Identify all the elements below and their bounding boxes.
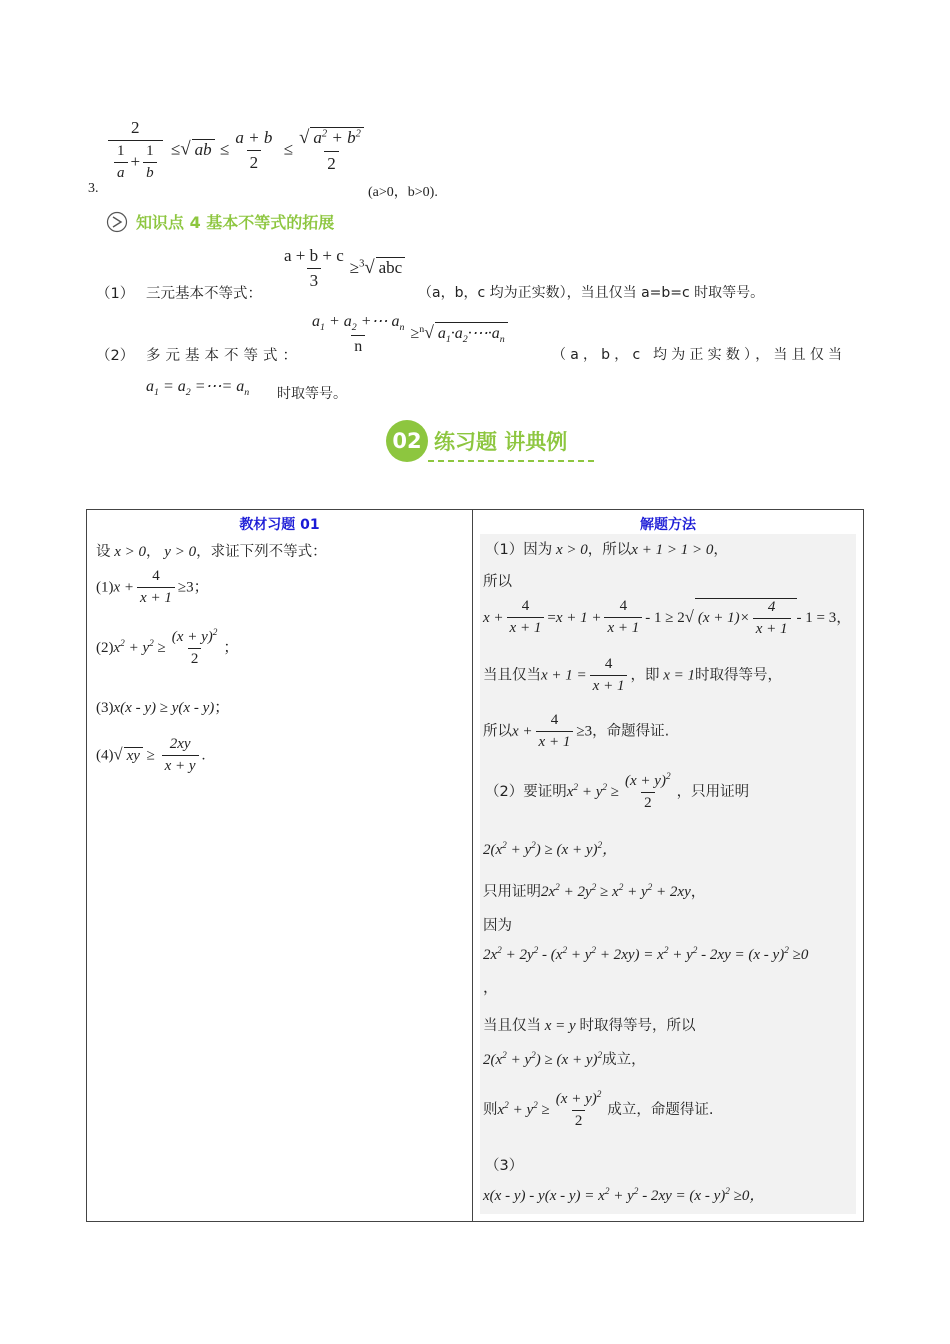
s1-line5: 所以x + $\frac{4}{x + 1}$ ≥3，命题得证.	[483, 712, 670, 750]
s3-label: （3）	[485, 1158, 524, 1174]
problem-1: (1)x + $\frac{4}{x + 1}$ ≥3；	[96, 568, 209, 606]
exercise-cell	[87, 510, 473, 1222]
s2-line2: $2(x^2 + y^2) \ge (x + y)^2$，	[483, 841, 618, 858]
s2-line8: $2(x^2 + y^2) \ge (x + y)^2$成立，	[483, 1051, 646, 1068]
left-header: 教材习题 01	[239, 517, 320, 533]
k2-end: 时取等号。	[277, 386, 347, 402]
s2-line3: 只用证明$2x^2 + 2y^2 \ge x^2 + y^2 + 2xy$，	[483, 883, 706, 900]
problem-4: (4)√ xy ≥ $\frac{2xy}{x + y}$ .	[96, 736, 206, 774]
section2-number-badge: 02	[386, 420, 428, 462]
intro-line: 设 x > 0， y > 0，求证下列不等式：	[96, 544, 327, 560]
k2-equality: $a_1 = a_2$ =⋯= $a_n$	[146, 378, 250, 399]
s1-line4: 当且仅当x + 1 = $\frac{4}{x + 1}$ ，即 x = 1时取得等号，	[483, 656, 783, 694]
exercise-table	[86, 509, 864, 1222]
k2-tail: （a，b，c 均为正实数），当且仅当	[552, 347, 847, 363]
k1-tail: （a，b，c 均为正实数），当且仅当 a=b=c 时取等号。	[418, 285, 765, 301]
harmonic-mean-fraction: 2 $\frac{1}{a}$ + $\frac{1}{b}$	[108, 118, 163, 182]
solution-cell	[473, 510, 864, 1222]
s1-suoyi: 所以	[483, 574, 512, 590]
s1-line1: （1）因为 x > 0，所以x + 1 > 1 > 0，	[485, 542, 728, 558]
section2-dashed-underline	[428, 460, 594, 462]
item3-label: 3.	[88, 181, 99, 196]
s2-line7: 当且仅当 x = y 时取得等号，所以	[483, 1018, 696, 1034]
right-header: 解题方法	[640, 517, 696, 533]
problem-3: (3)x(x - y) ≥ y(x - y)；	[96, 700, 230, 716]
k2-label: （2）	[96, 348, 135, 364]
s2-because: 因为	[483, 918, 512, 934]
section2-title: 练习题 讲典例	[434, 430, 568, 454]
section-heading	[106, 210, 334, 233]
item3-condition: (a>0，b>0).	[368, 185, 438, 200]
k2-text: 多元基本不等式：	[146, 348, 302, 364]
k1-formula: $\frac{a + b + c}{3}$ ≥$^3$√ abc	[278, 246, 405, 291]
item3-formula: 2 $\frac{1}{a}$ + $\frac{1}{b}$ ≤√ ab ≤ $\frac{a + b}{2}$ ≤ $\frac{√ a^2 + b^2}{2}$	[105, 118, 370, 182]
problem-2: $(2)x^2 + y^2$ ≥ $\frac{(x + y)^2}{2}$ ；	[96, 628, 239, 667]
s2-line5: $2x^2 + 2y^2 - (x^2 + y^2 + 2xy) = x^2 + y^2 - 2xy = (x - y)^2 \ge 0$	[483, 946, 809, 963]
k2-formula: $\frac{a_1 + a_2 +\cdots a_n}{n}$ ≥$^n$√ $a_1\cdot a_2\cdot\cdots\cdot a_n$	[306, 311, 508, 356]
s2-comma: ，	[483, 980, 499, 996]
s1-line3: x + $\frac{4}{x + 1}$ =x + 1 + $\frac{4}{x + 1}$ - 1 ≥ 2√ (x + 1)× $\frac{4}{x + 1}$ - 1 = 3，	[483, 598, 852, 637]
k1-label: （1）	[96, 286, 135, 302]
k1-text: 三元基本不等式：	[146, 286, 262, 302]
s2-line9: 则$x^2 + y^2$ ≥ $\frac{(x + y)^2}{2}$ 成立，命题得证.	[483, 1090, 714, 1129]
s2-line1: （2）要证明$x^2 + y^2$ ≥ $\frac{(x + y)^2}{2}$ ，只用证明	[485, 772, 750, 811]
arrow-circle-icon	[106, 211, 128, 233]
s3-line1: $x(x - y) - y(x - y) = x^2 + y^2 - 2xy = (x - y)^2 \ge 0$，	[483, 1187, 765, 1204]
section-heading-text: 知识点 4 基本不等式的拓展	[136, 213, 335, 232]
section2-banner	[386, 420, 567, 462]
